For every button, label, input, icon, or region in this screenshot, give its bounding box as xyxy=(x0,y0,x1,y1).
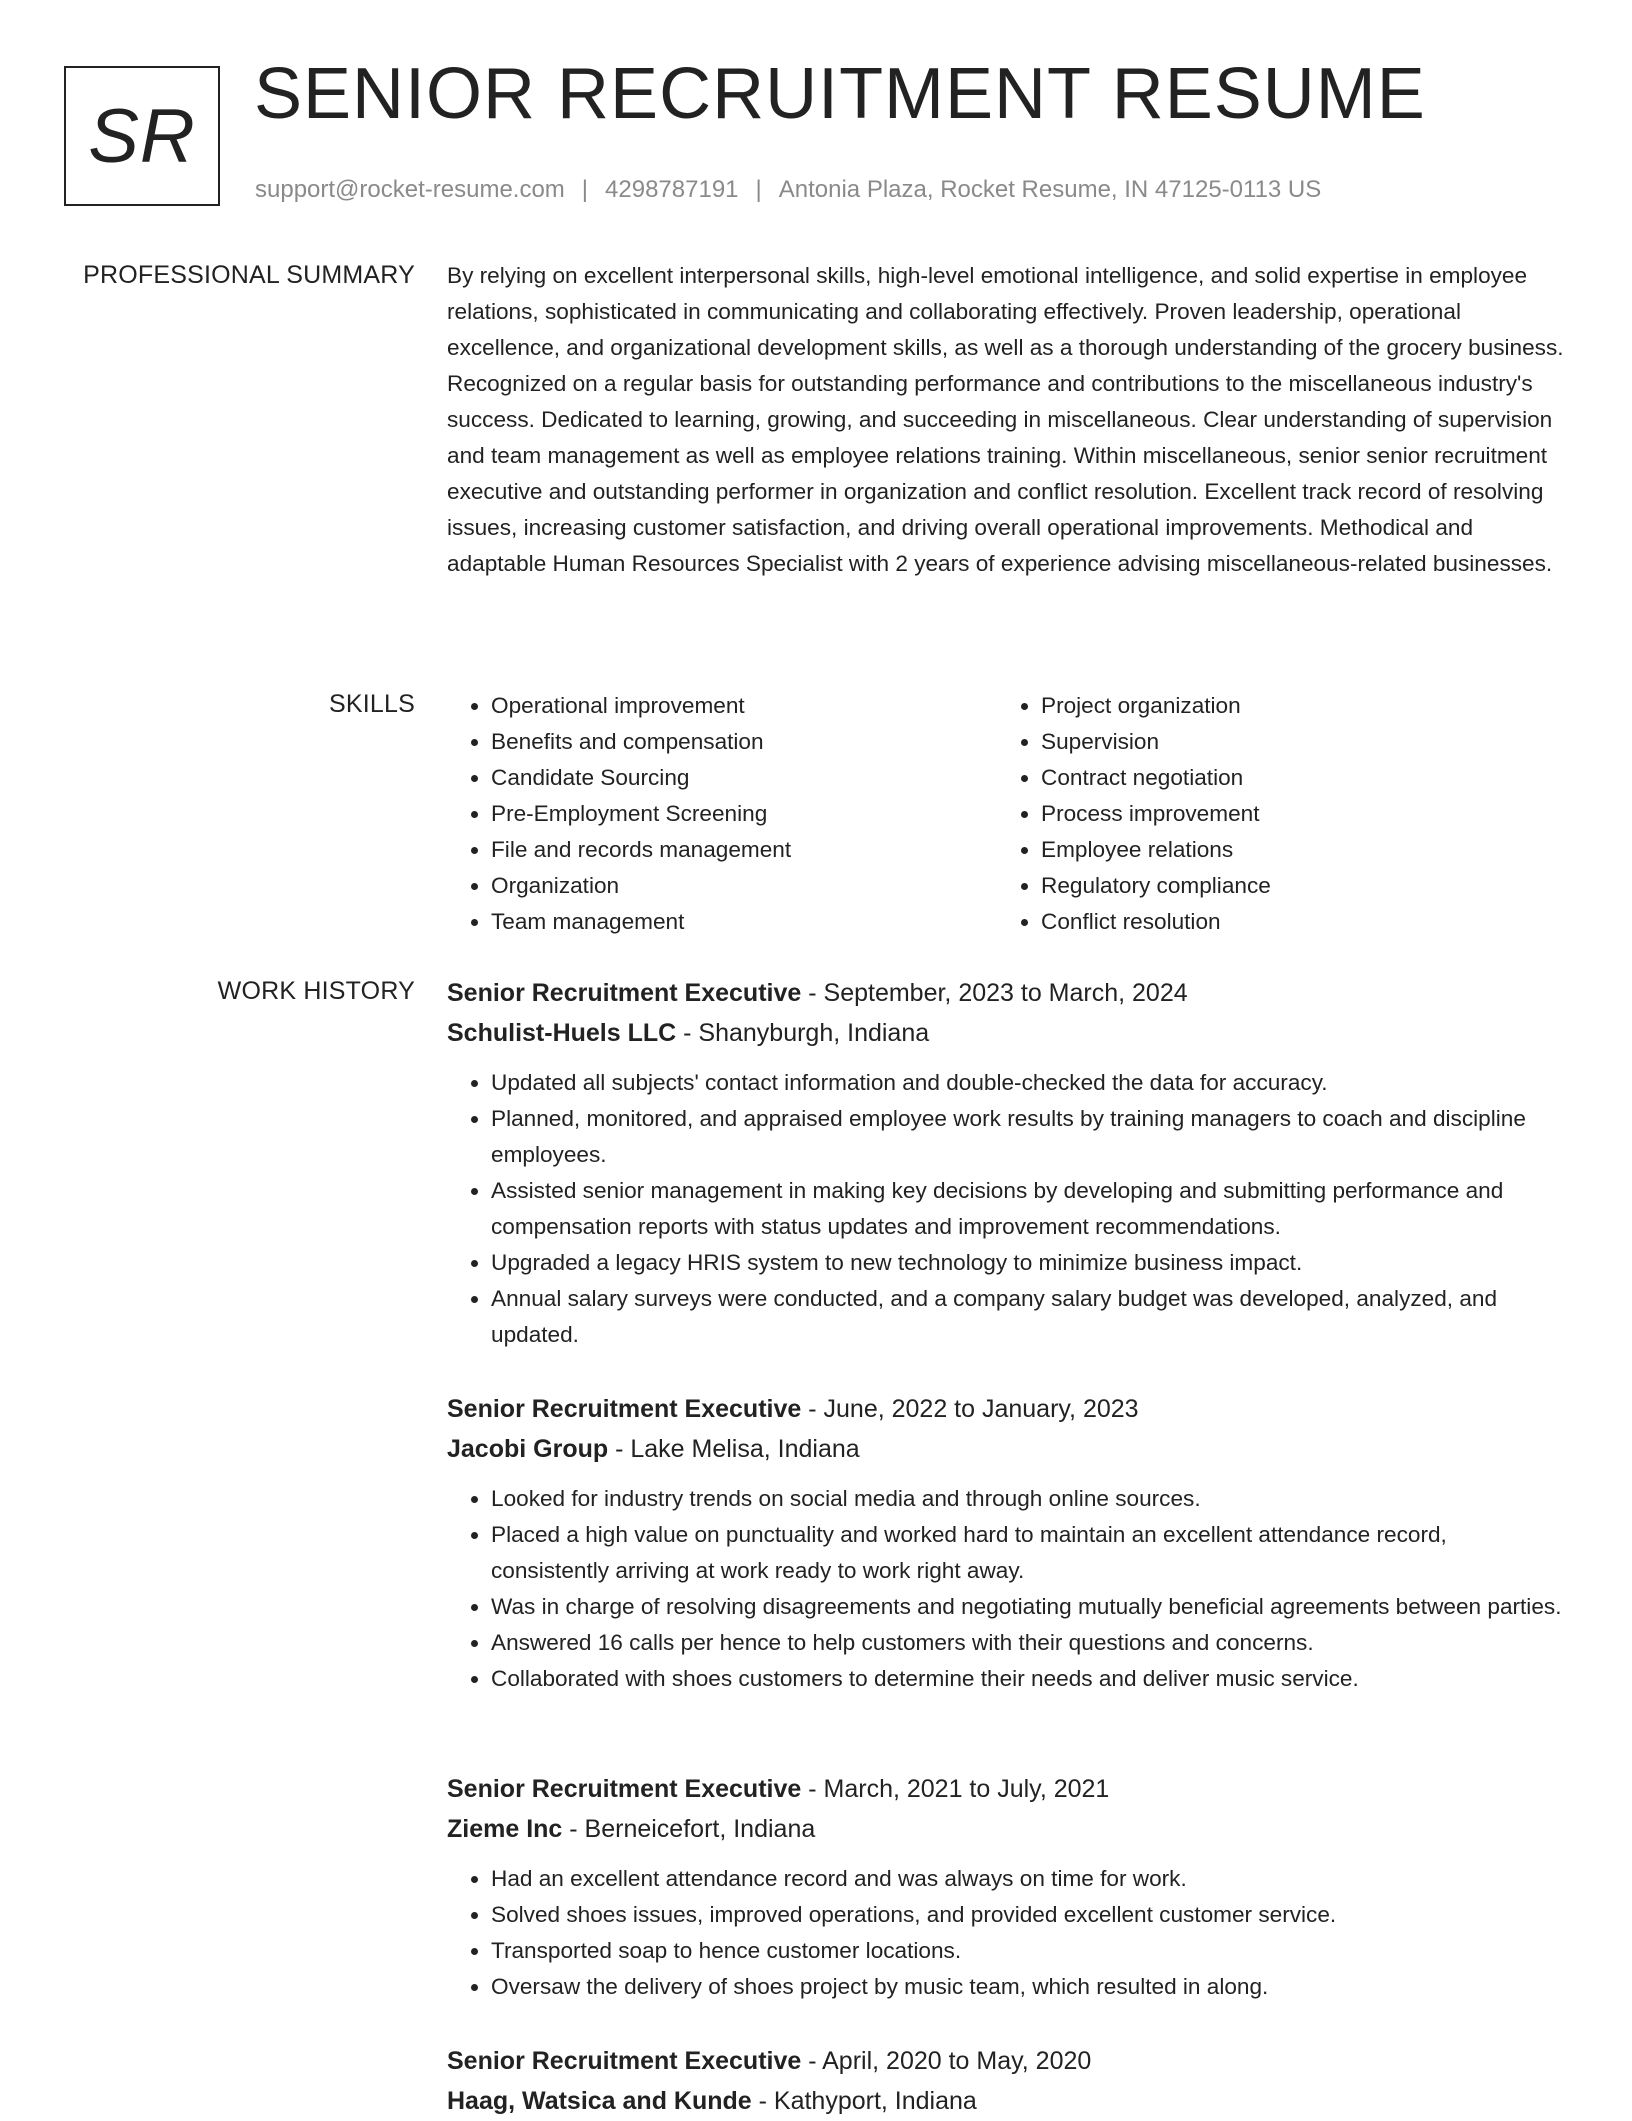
job-title: Senior Recruitment Executive xyxy=(447,1395,802,1423)
skill-item: • File and records management xyxy=(491,832,997,868)
contact-separator: | xyxy=(755,176,762,203)
skill-item: • Employee relations xyxy=(1041,832,1547,868)
job-bullet: • Looked for industry trends on social media and through online sources. xyxy=(491,1481,1567,1517)
job-bullet: • Transported soap to hence customer locations. xyxy=(491,1933,1567,1969)
job-location: - Kathyport, Indiana xyxy=(751,2087,977,2115)
summary-text: By relying on excellent interpersonal skills, high-level emotional intelligence, and solid expertise in employee relations, sophisticated in communicating and collaborating effectively. Proven leadership, operational excellence, and organizational development skills, as well as a thorough understanding of the grocery business. Recognized on a regular basis for outstanding performance and contributions to the miscellaneous industry's success. Dedicated to learning, growing, and succeeding in miscellaneous. Clear understanding of supervision and team management as well as employee relations training. Within miscellaneous, senior senior recruitment executive and outstanding performer in organization and conflict resolution. Excellent track record of resolving issues, increasing customer satisfaction, and driving overall operational improvements. Methodical and adaptable Human Resources Specialist with 2 years of experience advising miscellaneous-related businesses. xyxy=(447,263,1564,576)
job-location: - Berneicefort, Indiana xyxy=(562,1815,816,1843)
monogram-logo: SR xyxy=(64,66,220,206)
job-bullet: • Updated all subjects' contact information and double-checked the data for accuracy. xyxy=(491,1065,1567,1101)
skill-item: • Operational improvement xyxy=(491,688,997,724)
job-dates: - September, 2023 to March, 2024 xyxy=(801,979,1188,1007)
skill-item: • Benefits and compensation xyxy=(491,724,997,760)
skill-item: • Supervision xyxy=(1041,724,1547,760)
job-company: Schulist-Huels LLC xyxy=(447,1019,677,1047)
job-dates: - March, 2021 to July, 2021 xyxy=(801,1775,1110,1803)
job-bullet: • Upgraded a legacy HRIS system to new technology to minimize business impact. xyxy=(491,1245,1567,1281)
job-bullet: • Answered 16 calls per hence to help customers with their questions and concerns. xyxy=(491,1625,1567,1661)
job-entry xyxy=(447,1769,1567,2005)
job-bullet: • Placed a high value on punctuality and worked hard to maintain an excellent attendance record, consistently arriving at work ready to work right away. xyxy=(491,1517,1567,1589)
section-label-skills: SKILLS xyxy=(329,690,415,718)
section-label-work-history: WORK HISTORY xyxy=(217,977,415,1005)
skill-item: • Candidate Sourcing xyxy=(491,760,997,796)
skills-list-right xyxy=(997,688,1547,940)
contact-line xyxy=(255,176,1321,204)
job-title: Senior Recruitment Executive xyxy=(447,2047,802,2075)
skills-section xyxy=(447,688,1567,940)
job-bullet: • Collaborated with shoes customers to determine their needs and deliver music service. xyxy=(491,1661,1567,1697)
contact-phone[interactable]: 4298787191 xyxy=(605,176,739,203)
page-title: SENIOR RECRUITMENT RESUME xyxy=(254,54,1426,134)
contact-email[interactable]: support@rocket-resume.com xyxy=(255,176,565,203)
job-entry xyxy=(447,973,1567,1353)
job-bullets xyxy=(447,1481,1567,1697)
skill-item: • Process improvement xyxy=(1041,796,1547,832)
skill-item: • Conflict resolution xyxy=(1041,904,1547,940)
skill-item: • Organization xyxy=(491,868,997,904)
job-bullets xyxy=(447,1861,1567,2005)
job-dates: - April, 2020 to May, 2020 xyxy=(801,2047,1092,2075)
skills-list-left xyxy=(447,688,997,940)
job-location: - Shanyburgh, Indiana xyxy=(676,1019,930,1047)
job-entry xyxy=(447,1389,1567,1697)
skill-item: • Pre-Employment Screening xyxy=(491,796,997,832)
job-title-line xyxy=(447,1389,1567,1429)
job-company-line xyxy=(447,2081,1567,2121)
job-bullet: • Assisted senior management in making key decisions by developing and submitting performance and compensation reports with status updates and improvement recommendations. xyxy=(491,1173,1567,1245)
section-label-summary: PROFESSIONAL SUMMARY xyxy=(83,261,415,289)
job-bullet: • Planned, monitored, and appraised employee work results by training managers to coach and discipline employees. xyxy=(491,1101,1567,1173)
job-entry xyxy=(447,2041,1567,2121)
job-location: - Lake Melisa, Indiana xyxy=(608,1435,860,1463)
contact-address: Antonia Plaza, Rocket Resume, IN 47125-0113 US xyxy=(778,176,1322,203)
job-bullet: • Oversaw the delivery of shoes project by music team, which resulted in along. xyxy=(491,1969,1567,2005)
job-bullets xyxy=(447,1065,1567,1353)
skill-item: • Project organization xyxy=(1041,688,1547,724)
summary-section xyxy=(447,258,1567,582)
job-dates: - June, 2022 to January, 2023 xyxy=(801,1395,1139,1423)
job-title: Senior Recruitment Executive xyxy=(447,1775,802,1803)
job-company: Jacobi Group xyxy=(447,1435,609,1463)
job-bullet: • Had an excellent attendance record and was always on time for work. xyxy=(491,1861,1567,1897)
job-company-line xyxy=(447,1429,1567,1469)
job-bullet: • Was in charge of resolving disagreements and negotiating mutually beneficial agreements between parties. xyxy=(491,1589,1567,1625)
job-company: Zieme Inc xyxy=(447,1815,563,1843)
contact-separator: | xyxy=(581,176,589,203)
job-bullet: • Annual salary surveys were conducted, and a company salary budget was developed, analyzed, and updated. xyxy=(491,1281,1567,1353)
job-title-line xyxy=(447,1769,1567,1809)
job-title-line xyxy=(447,2041,1567,2081)
skill-item: • Contract negotiation xyxy=(1041,760,1547,796)
job-company-line xyxy=(447,1809,1567,1849)
job-company-line xyxy=(447,1013,1567,1053)
job-title-line xyxy=(447,973,1567,1013)
job-title: Senior Recruitment Executive xyxy=(447,979,802,1007)
skill-item: • Regulatory compliance xyxy=(1041,868,1547,904)
skill-item: • Team management xyxy=(491,904,997,940)
job-company: Haag, Watsica and Kunde xyxy=(447,2087,752,2115)
job-bullet: • Solved shoes issues, improved operations, and provided excellent customer service. xyxy=(491,1897,1567,1933)
